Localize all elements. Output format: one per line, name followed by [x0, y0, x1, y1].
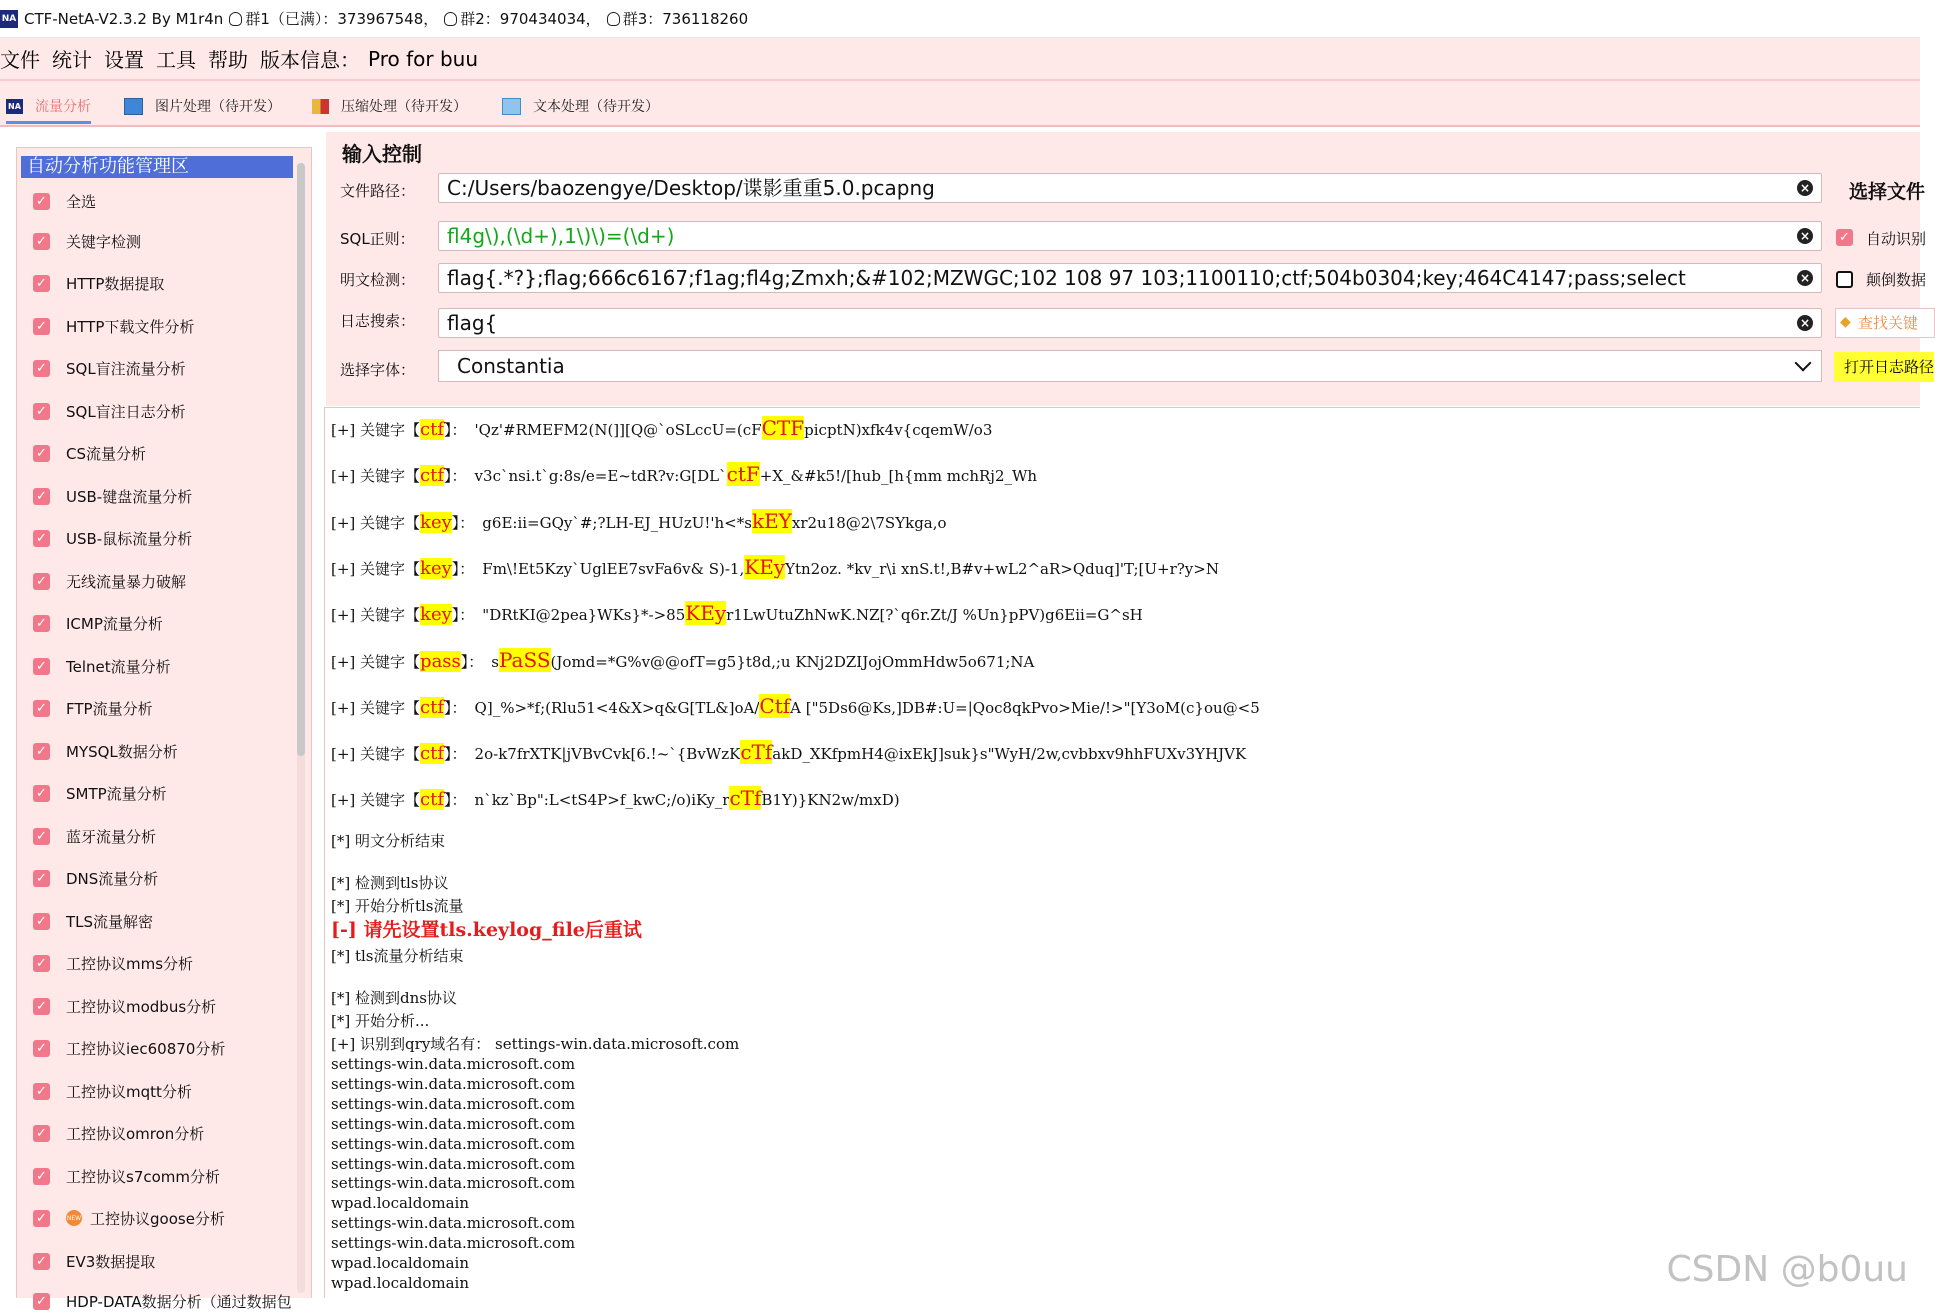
checkbox-checked-icon: ✓: [33, 318, 50, 335]
keyword-result-line: [331, 740, 1246, 764]
keyword-tag: ctf: [420, 743, 445, 765]
match-highlight: ctF: [726, 462, 760, 487]
keyword-tag: ctf: [420, 465, 445, 487]
keyword-suffix: 】：: [444, 467, 467, 486]
feature-checkbox[interactable]: [33, 1121, 204, 1145]
notepad-icon: [502, 98, 521, 115]
diamond-icon: ◆: [1840, 314, 1851, 330]
checkbox-label: 工控协议goose分析: [90, 1209, 225, 1228]
domain-line: settings-win.data.microsoft.com: [331, 1094, 576, 1113]
clear-icon[interactable]: ×: [1797, 270, 1813, 286]
keyword-prefix: [+] 关键字【: [331, 559, 421, 578]
feature-checkbox[interactable]: [33, 271, 164, 295]
feature-checkbox[interactable]: [33, 569, 186, 593]
log-line: [*] 明文分析结束: [331, 832, 445, 850]
tab-label: 图片处理（待开发）: [155, 99, 281, 115]
group-2: 群2：970434034，: [460, 10, 601, 28]
font-select-value: Constantia: [457, 354, 565, 378]
log-line: [+] 识别到qry域名有： settings-win.data.microsoft.com: [331, 1035, 740, 1053]
domain-line: settings-win.data.microsoft.com: [331, 1134, 576, 1153]
match-highlight: Ctf: [759, 693, 791, 718]
checkbox-checked-icon: ✓: [33, 1210, 50, 1227]
feature-checkbox[interactable]: [33, 909, 153, 933]
match-prefix: Q]_%>*f;(Rlu51<4&X>q&G[TL&]oA/: [474, 698, 760, 717]
keyword-result-line: [331, 416, 992, 440]
match-prefix: 'Qz'#RMEFM2(N(]][Q@`oSLccU=(cF: [474, 421, 762, 439]
reverse-data-checkbox[interactable]: [1836, 271, 1853, 288]
checkbox-checked-icon: ✓: [33, 193, 50, 210]
domain-line: settings-win.data.microsoft.com: [331, 1055, 576, 1073]
feature-checkbox[interactable]: [33, 824, 156, 848]
clear-icon[interactable]: ×: [1797, 228, 1813, 244]
feature-checkbox[interactable]: [33, 994, 216, 1018]
match-suffix: A ["5Ds6@Ks,]DB#:U=|Qoc8qkPvo>Mie/!>"[Y3oM(c}ou@<5: [790, 698, 1260, 717]
checkbox-checked-icon: ✓: [33, 1168, 50, 1185]
font-select[interactable]: [438, 350, 1822, 382]
feature-checkbox[interactable]: [33, 1249, 155, 1273]
checkbox-label: Telnet流量分析: [66, 657, 171, 676]
checkbox-label: 工控协议omron分析: [66, 1124, 205, 1143]
keyword-result-line: [331, 648, 1034, 672]
feature-checkbox[interactable]: [33, 1164, 220, 1188]
checkbox-checked-icon: ✓: [33, 488, 50, 505]
match-suffix: B1Y)}KN2w/mxD): [761, 791, 900, 810]
menu-bar: [0, 38, 1920, 81]
match-highlight: kEY: [751, 508, 792, 533]
checkbox-label: EV3数据提取: [66, 1252, 156, 1271]
keyword-result-line: [331, 555, 1219, 579]
plaintext-detect-label: 明文检测：: [340, 271, 416, 289]
match-suffix: akD_XKfpmH4@ixEkJ]suk}s"WyH/2w,cvbbxv9hhFUXv3YHJVK: [772, 745, 1247, 764]
match-highlight: CTF: [761, 416, 805, 440]
checkbox-checked-icon: ✓: [33, 403, 50, 420]
file-path-input[interactable]: [438, 173, 1822, 203]
checkbox-checked-icon: ✓: [33, 998, 50, 1015]
match-prefix: s: [491, 652, 499, 671]
feature-checkbox[interactable]: [33, 781, 167, 805]
match-highlight: PaSS: [499, 647, 551, 672]
title-bar: [0, 0, 1920, 38]
keyword-suffix: 】：: [451, 559, 475, 578]
feature-checkbox[interactable]: [33, 866, 158, 890]
feature-checkbox[interactable]: [33, 696, 153, 720]
feature-checkbox[interactable]: [33, 1206, 225, 1230]
checkbox-label: DNS流量分析: [66, 869, 159, 888]
auto-detect-checkbox[interactable]: ✓: [1836, 229, 1853, 246]
new-badge-icon: NEW: [66, 1210, 82, 1226]
feature-checkbox[interactable]: [33, 484, 192, 508]
domain-line: settings-win.data.microsoft.com: [331, 1214, 576, 1233]
plaintext-detect-value: flag{.*?};flag;666c6167;f1ag;fl4g;Zmxh;&#102;MZWGC;102 108 97 103;1100110;ctf;504b0304;key;464C4147;pass;select: [447, 266, 1686, 290]
menu-settings[interactable]: 设置: [104, 48, 144, 72]
sql-regex-input[interactable]: [438, 221, 1822, 251]
checkbox-label: SMTP流量分析: [66, 784, 167, 803]
clear-icon[interactable]: ×: [1797, 180, 1813, 196]
tab-label: 压缩处理（待开发）: [341, 99, 467, 115]
domain-line: settings-win.data.microsoft.com: [331, 1074, 576, 1093]
checkbox-checked-icon: ✓: [33, 1040, 50, 1057]
match-suffix: +X_&#k5!/[hub_[h{mm mchRj2_Wh: [759, 467, 1038, 486]
checkbox-label: 关键字检测: [66, 232, 142, 251]
keyword-suffix: 】：: [451, 606, 475, 625]
qq-icon: [607, 12, 620, 26]
feature-checkbox[interactable]: [33, 951, 193, 975]
auto-analysis-panel: [16, 147, 312, 1311]
font-select-label: 选择字体：: [340, 361, 416, 379]
feature-checkbox[interactable]: [33, 229, 141, 253]
checkbox-checked-icon: ✓: [33, 1253, 50, 1270]
checkbox-checked-icon: ✓: [33, 785, 50, 802]
checkbox-label: ICMP流量分析: [66, 614, 163, 633]
feature-checkbox[interactable]: [33, 356, 186, 380]
checkbox-checked-icon: ✓: [33, 275, 50, 292]
checkbox-label: 工控协议modbus分析: [66, 997, 217, 1016]
domain-line: settings-win.data.microsoft.com: [331, 1174, 576, 1193]
scrollbar-thumb[interactable]: [297, 163, 305, 756]
checkbox-checked-icon: ✓: [33, 913, 50, 930]
feature-checkbox[interactable]: [33, 314, 194, 338]
checkbox-checked-icon: ✓: [33, 870, 50, 887]
domain-line: settings-win.data.microsoft.com: [331, 1154, 576, 1173]
match-prefix: g6E:ii=GQy`#;?LH-EJ_HUzU!'h<*s: [482, 513, 752, 532]
checkbox-checked-icon: ✓: [33, 658, 50, 675]
keyword-prefix: [+] 关键字【: [331, 652, 421, 671]
keyword-prefix: [+] 关键字【: [331, 745, 421, 764]
plaintext-detect-input[interactable]: [438, 263, 1822, 293]
tab-image-processing[interactable]: [124, 91, 281, 121]
match-highlight: KEy: [744, 554, 786, 579]
keyword-tag: key: [420, 511, 452, 533]
qq-icon: [444, 12, 457, 26]
match-prefix: 2o-k7frXTK|jVBvCvk[6.!~`{BvWzK: [474, 745, 741, 764]
input-control-title: 输入控制: [342, 142, 422, 166]
keyword-prefix: [+] 关键字【: [331, 513, 421, 532]
keyword-result-line: [331, 694, 1260, 718]
search-keyword-button[interactable]: [1835, 308, 1935, 338]
tab-archive-processing[interactable]: [312, 91, 467, 121]
match-highlight: cTf: [729, 786, 762, 811]
checkbox-label: SQL盲注流量分析: [66, 359, 186, 378]
group-3: 群3：736118260: [622, 10, 749, 28]
checkbox-checked-icon: ✓: [33, 1125, 50, 1142]
checkbox-checked-icon: ✓: [33, 445, 50, 462]
checkbox-label: FTP流量分析: [66, 699, 153, 718]
checkbox-label: 无线流量暴力破解: [66, 572, 187, 591]
checkbox-label: TLS流量解密: [66, 912, 154, 931]
keyword-prefix: [+] 关键字【: [331, 467, 421, 486]
checkbox-label: HTTP数据提取: [66, 274, 165, 293]
checkbox-label: HDP-DATA数据分析（通过数据包: [66, 1292, 292, 1311]
log-search-value: flag{: [447, 311, 498, 335]
tab-label: 文本处理（待开发）: [533, 99, 659, 115]
log-line: [*] 检测到dns协议: [331, 989, 457, 1007]
feature-checkbox[interactable]: [33, 1079, 192, 1103]
log-search-input[interactable]: [438, 308, 1822, 338]
checkbox-label: 工控协议mqtt分析: [66, 1082, 192, 1101]
checkbox-label: 全选: [66, 192, 97, 211]
sql-regex-label: SQL正则：: [340, 230, 415, 248]
checkbox-label: 工控协议s7comm分析: [66, 1167, 221, 1186]
window-title: CTF-NetA-V2.3.2 By M1r4n: [24, 9, 224, 28]
match-suffix: picptN)xfk4v{cqemW/o3: [804, 421, 993, 439]
input-control-panel: [326, 132, 1935, 406]
file-path-label: 文件路径：: [340, 182, 416, 200]
keyword-suffix: 】：: [444, 698, 467, 717]
match-suffix: Ytn2oz. *kv_r\i xnS.t!,B#v+wL2^aR>Qduq]'T;[U+r?y>N: [785, 559, 1219, 578]
domain-line: wpad.localdomain: [331, 1194, 469, 1213]
tab-traffic-analysis[interactable]: [6, 91, 91, 124]
domain-line: wpad.localdomain: [331, 1273, 469, 1292]
menu-version[interactable]: 版本信息：: [260, 48, 360, 72]
match-prefix: n`kz`Bp":L<tS4P>f_kwC;/o)iKy_r: [474, 791, 730, 810]
keyword-suffix: 】：: [444, 745, 467, 764]
feature-checkbox[interactable]: [33, 739, 178, 763]
checkbox-label: CS流量分析: [66, 444, 146, 463]
log-line: [*] 开始分析...: [331, 1012, 430, 1030]
group-1: 群1（已满）：373967548，: [245, 10, 439, 28]
keyword-tag: pass: [420, 650, 461, 672]
keyword-prefix: [+] 关键字【: [331, 698, 421, 717]
keyword-result-line: [331, 509, 947, 533]
domain-line: wpad.localdomain: [331, 1254, 469, 1272]
keyword-result-line: [331, 601, 1143, 625]
na-logo-icon: NA: [6, 99, 23, 114]
checkbox-checked-icon: ✓: [33, 573, 50, 590]
sql-regex-value: fl4g\),(\d+),1\)\)=(\d+): [447, 224, 675, 248]
select-all-checkbox[interactable]: [33, 189, 96, 213]
feature-checkbox[interactable]: [33, 611, 163, 635]
keyword-tag: ctf: [420, 789, 445, 811]
open-log-path-button[interactable]: 打开日志路径: [1834, 352, 1934, 382]
checkbox-checked-icon: ✓: [33, 700, 50, 717]
checkbox-checked-icon: ✓: [33, 530, 50, 547]
feature-checkbox[interactable]: [33, 1036, 225, 1060]
keyword-suffix: 】：: [460, 652, 484, 671]
menu-stats[interactable]: 统计: [52, 48, 92, 72]
app-logo-icon: NA: [0, 10, 18, 28]
tab-bar: [0, 81, 1920, 127]
keyword-result-line: [331, 786, 900, 810]
checkbox-label: USB-鼠标流量分析: [66, 529, 193, 548]
feature-checkbox[interactable]: [33, 399, 186, 423]
match-highlight: cTf: [740, 740, 773, 765]
log-line: [*] 开始分析tls流量: [331, 897, 464, 915]
tab-label: 流量分析: [35, 99, 91, 115]
keyword-tag: ctf: [420, 696, 445, 718]
log-search-label: 日志搜索：: [340, 312, 416, 330]
clear-icon[interactable]: ×: [1797, 315, 1813, 331]
match-prefix: Fm\!Et5Kzy`UglEE7svFa6v& S)-1,: [482, 559, 745, 578]
keyword-prefix: [+] 关键字【: [331, 421, 421, 439]
feature-checkbox[interactable]: [33, 654, 171, 678]
match-suffix: xr2u18@2\7SYkga,o: [791, 513, 947, 532]
feature-checkbox[interactable]: [33, 526, 192, 550]
checkbox-checked-icon: ✓: [33, 233, 50, 250]
qq-icon: [229, 12, 242, 26]
menu-tools[interactable]: 工具: [156, 48, 196, 72]
feature-checkbox[interactable]: [33, 441, 146, 465]
match-highlight: KEy: [685, 601, 727, 626]
error-line: [-] 请先设置tls.keylog_file后重试: [331, 919, 642, 941]
checkbox-checked-icon: ✓: [33, 1293, 50, 1310]
output-log: [324, 407, 1920, 1298]
feature-checkbox[interactable]: [33, 1289, 292, 1313]
keyword-suffix: 】：: [444, 421, 467, 439]
reverse-data-label: 颠倒数据: [1866, 271, 1927, 289]
match-prefix: v3c`nsi.t`g:8s/e=E~tdR?v:G[DL`: [474, 467, 727, 486]
search-keyword-label: 查找关键: [1858, 314, 1919, 332]
checkbox-label: 工控协议mms分析: [66, 954, 194, 973]
version-text: Pro for buu: [368, 46, 478, 71]
domain-line: settings-win.data.microsoft.com: [331, 1234, 576, 1253]
archive-icon: [312, 99, 329, 114]
checkbox-checked-icon: ✓: [33, 360, 50, 377]
checkbox-checked-icon: ✓: [33, 955, 50, 972]
domain-line: settings-win.data.microsoft.com: [331, 1114, 576, 1133]
menu-help[interactable]: 帮助: [208, 48, 248, 72]
keyword-suffix: 】：: [444, 791, 467, 810]
keyword-tag: key: [420, 604, 452, 626]
keyword-prefix: [+] 关键字【: [331, 791, 421, 810]
chevron-down-icon: [1795, 355, 1812, 372]
checkbox-label: SQL盲注日志分析: [66, 402, 186, 421]
file-path-value: C:/Users/baozengye/Desktop/谍影重重5.0.pcapng: [447, 176, 935, 200]
keyword-suffix: 】：: [451, 513, 475, 532]
checkbox-checked-icon: ✓: [33, 743, 50, 760]
keyword-prefix: [+] 关键字【: [331, 606, 421, 625]
checkbox-label: 蓝牙流量分析: [66, 827, 157, 846]
auto-detect-label: 自动识别: [1866, 230, 1927, 248]
keyword-tag: key: [420, 557, 452, 579]
keyword-result-line: [331, 462, 1037, 486]
match-prefix: "DRtKI@2pea}WKs}*->85: [482, 606, 686, 625]
checkbox-label: HTTP下载文件分析: [66, 317, 195, 336]
tab-text-processing[interactable]: [502, 91, 659, 121]
checkbox-checked-icon: ✓: [33, 615, 50, 632]
checkbox-label: MYSQL数据分析: [66, 742, 178, 761]
checkbox-checked-icon: ✓: [33, 1083, 50, 1100]
menu-file[interactable]: 文件: [0, 48, 40, 72]
csdn-watermark: CSDN @b0uu: [1666, 1249, 1908, 1290]
checkbox-checked-icon: ✓: [33, 828, 50, 845]
log-line: [*] tls流量分析结束: [331, 947, 464, 965]
image-icon: [124, 98, 143, 115]
checkbox-label: 工控协议iec60870分析: [66, 1039, 226, 1058]
match-suffix: (Jomd=*G%v@@ofT=g5}t8d,;u KNj2DZIJojOmmHdw5o671;NA: [550, 652, 1035, 671]
panel-header: 自动分析功能管理区: [21, 156, 293, 178]
keyword-tag: ctf: [420, 419, 445, 440]
log-line: [*] 检测到tls协议: [331, 874, 449, 892]
checkbox-label: USB-键盘流量分析: [66, 487, 193, 506]
select-file-button[interactable]: 选择文件: [1849, 181, 1926, 203]
match-suffix: r1LwUtuZhNwK.NZ[?`q6r.Zt/J %Un}pPV)g6Eii=G^sH: [726, 606, 1143, 625]
